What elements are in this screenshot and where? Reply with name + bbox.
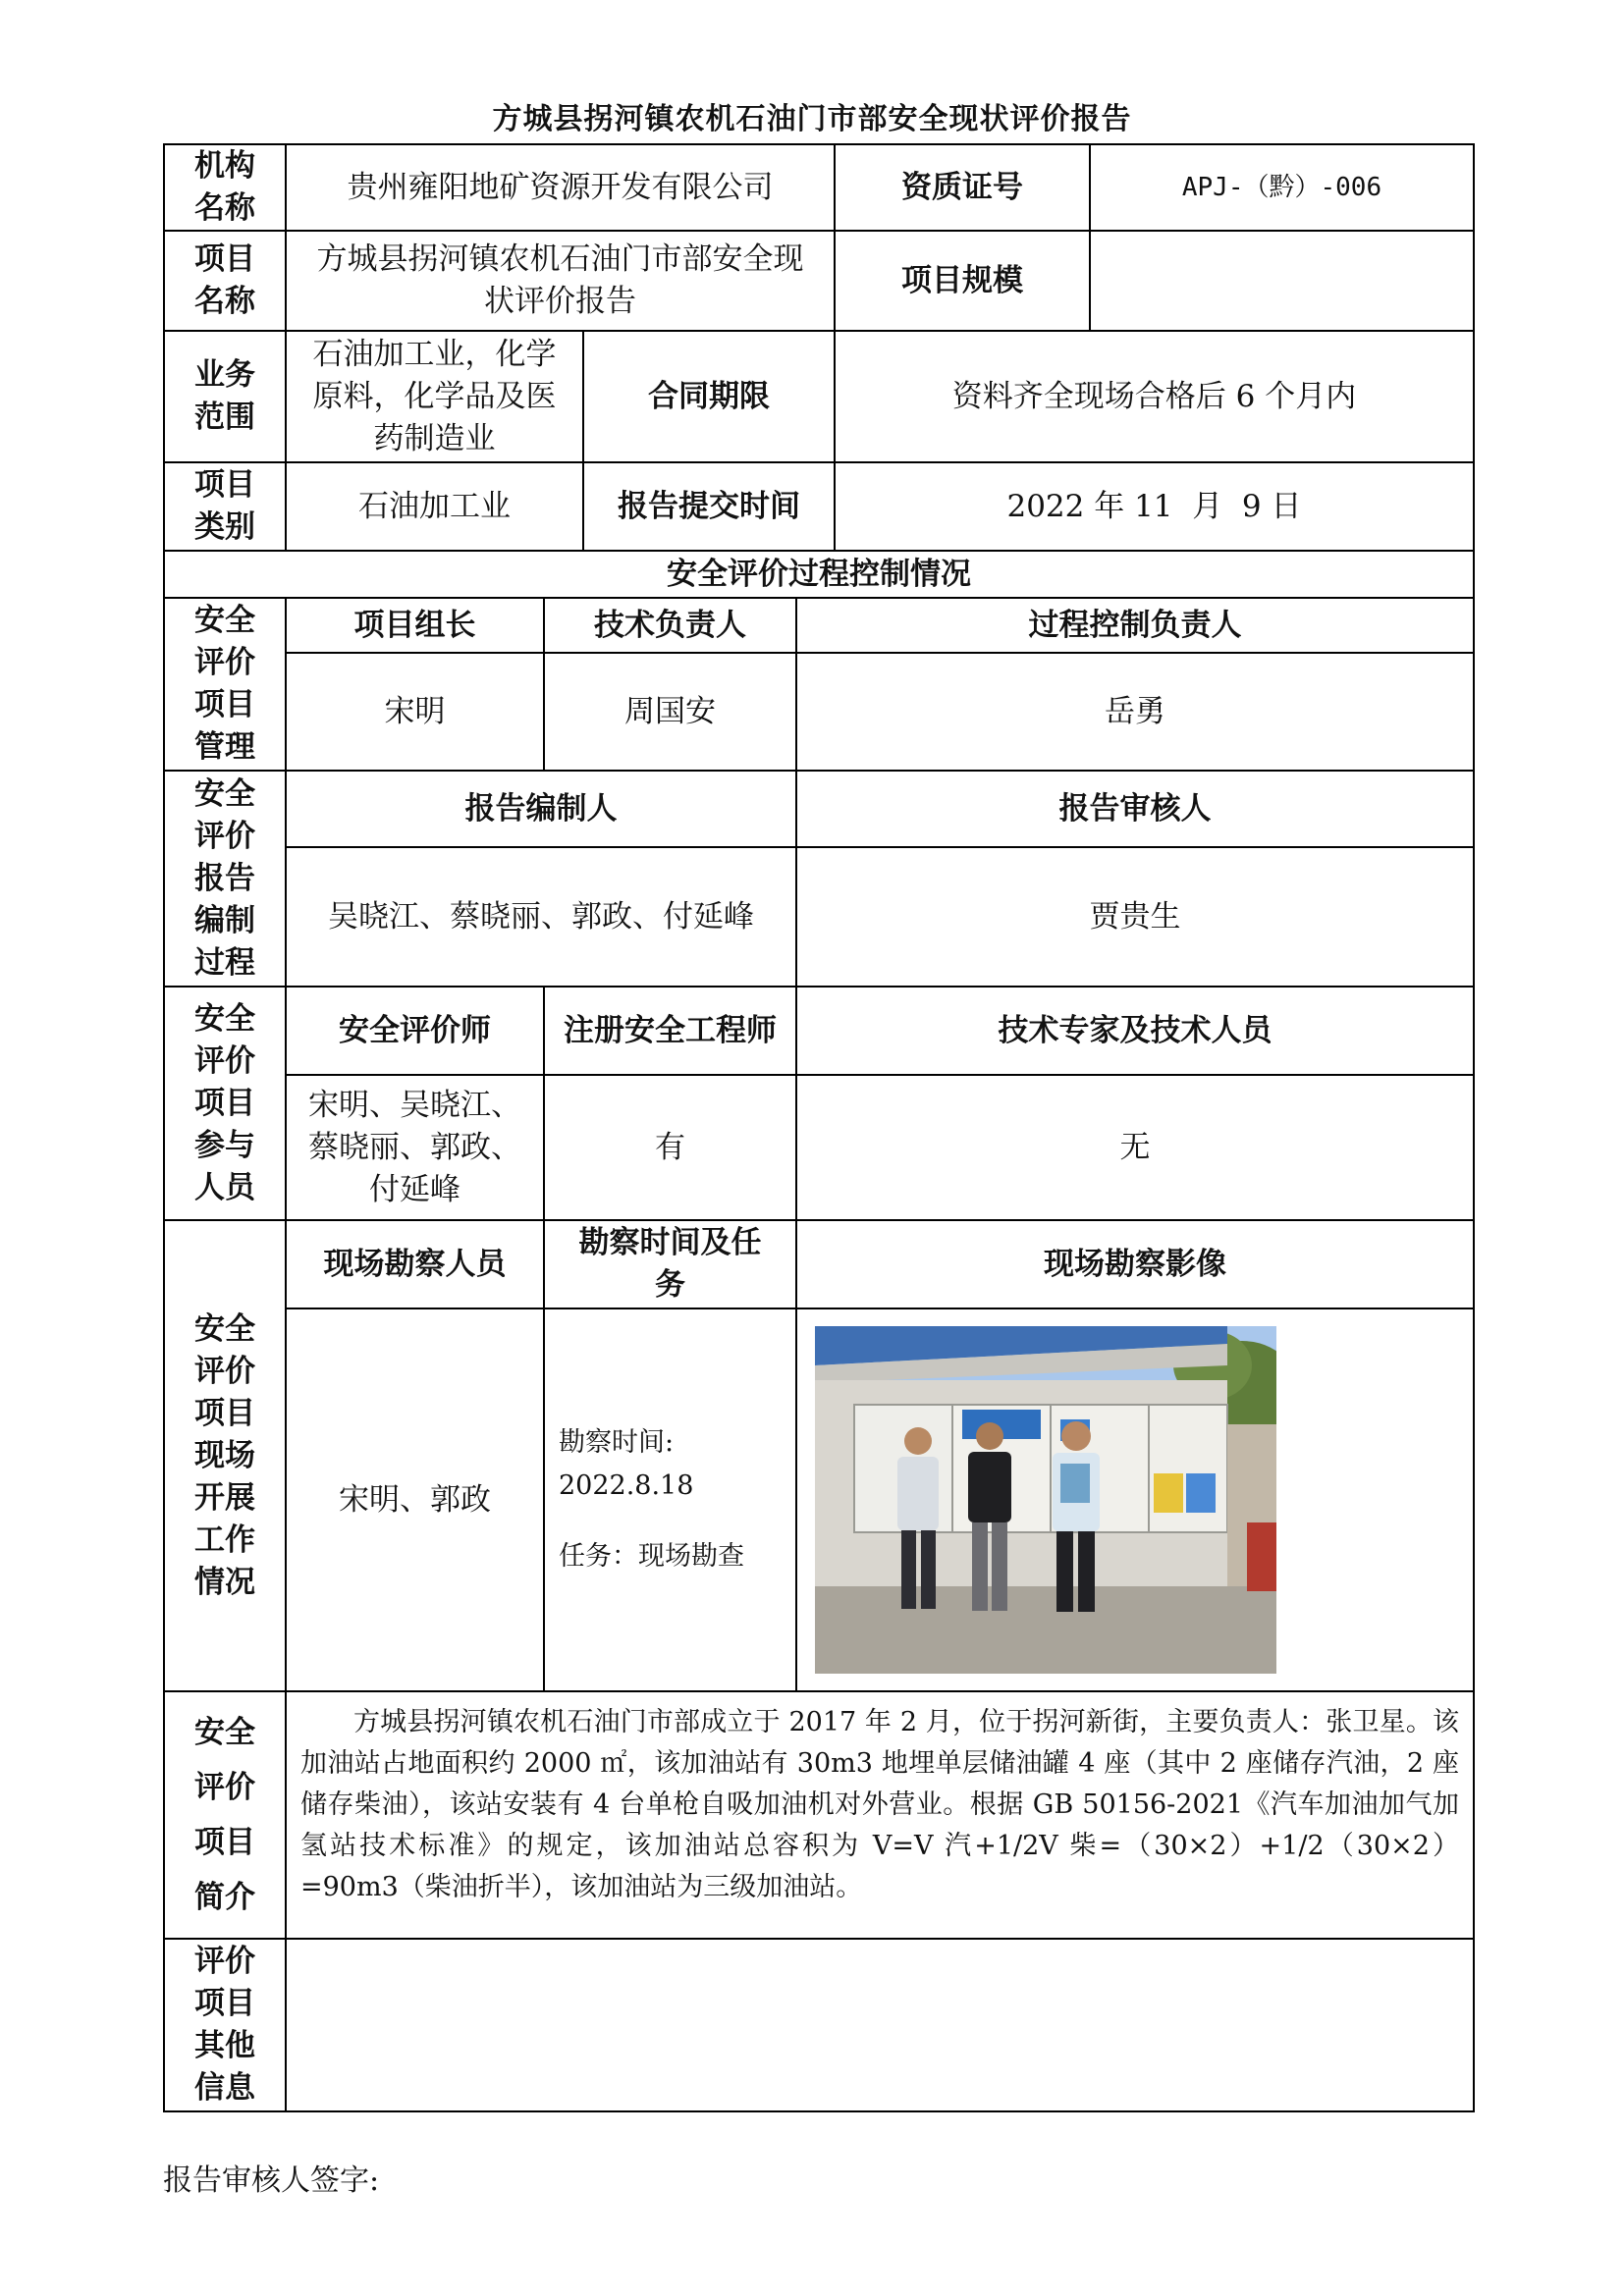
compile-label: 安全 评价 报告 编制 过程 — [163, 770, 287, 988]
compiler-value: 吴晓江、蔡晓丽、郭政、付延峰 — [285, 846, 797, 988]
survey-image-header: 现场勘察影像 — [795, 1219, 1475, 1309]
evaluator-value: 宋明、吴晓江、蔡晓丽、郭政、付延峰 — [285, 1074, 545, 1221]
business-scope-value: 石油加工业，化学原料，化学品及医药制造业 — [285, 330, 584, 463]
participants-label: 安全 评价 项目 参与 人员 — [163, 986, 287, 1221]
intro-label: 安全 评价 项目 简介 — [163, 1690, 287, 1940]
site-survey-photo — [815, 1326, 1276, 1674]
surveyor-value: 宋明、郭政 — [285, 1308, 545, 1692]
compiler-header: 报告编制人 — [285, 770, 797, 848]
surveyor-header: 现场勘察人员 — [285, 1219, 545, 1309]
contract-period-value: 资料齐全现场合格后 6 个月内 — [834, 330, 1475, 463]
project-category-value: 石油加工业 — [285, 461, 584, 552]
reviewer-value: 贾贵生 — [795, 846, 1475, 988]
other-info-value — [285, 1938, 1475, 2112]
org-name-value: 贵州雍阳地矿资源开发有限公司 — [285, 143, 836, 232]
project-scale-label: 项目规模 — [834, 230, 1091, 332]
contract-period-label: 合同期限 — [582, 330, 836, 463]
project-scale-value — [1089, 230, 1475, 332]
survey-task: 任务：现场勘查 — [559, 1541, 744, 1572]
intro-text: 方城县拐河镇农机石油门市部成立于 2017 年 2 月，位于拐河新街，主要负责人：张卫星。该加油站占地面积约 2000 ㎡，该加油站有 30m3 地埋单层储油罐 4 座（其中 2 座储存汽油，2 座储存柴油），该站安装有 4 台单枪自吸加油机对外营业。根据 GB 50156-2021《汽车加油加气加氢站技术标准》的规定，该加油站总容积为 V=V 汽+1/2V 柴=（30×2）+1/2（30×2）=90m3（柴油折半），该加油站为三级加油站。 — [285, 1690, 1475, 1940]
process-lead-header: 过程控制负责人 — [795, 597, 1475, 654]
project-name-value: 方城县拐河镇农机石油门市部安全现状评价报告 — [285, 230, 836, 332]
business-scope-label: 业务 范围 — [163, 330, 287, 463]
site-work-label: 安全 评价 项目 现场 开展 工作 情况 — [163, 1219, 287, 1692]
tech-lead-header: 技术负责人 — [543, 597, 797, 654]
survey-photo-cell — [795, 1308, 1475, 1692]
org-name-label: 机构 名称 — [163, 143, 287, 232]
submit-time-label: 报告提交时间 — [582, 461, 836, 552]
cert-no-value: APJ-（黔）-006 — [1089, 143, 1475, 232]
tech-expert-header: 技术专家及技术人员 — [795, 986, 1475, 1076]
survey-time-value: 2022.8.18 — [559, 1470, 694, 1501]
tech-lead-value: 周国安 — [543, 652, 797, 772]
team-leader-value: 宋明 — [285, 652, 545, 772]
submit-time-value: 2022 年 11 月 9 日 — [834, 461, 1475, 552]
other-info-label: 评价 项目 其他 信息 — [163, 1938, 287, 2112]
tech-expert-value: 无 — [795, 1074, 1475, 1221]
reviewer-header: 报告审核人 — [795, 770, 1475, 848]
project-category-label: 项目 类别 — [163, 461, 287, 552]
survey-time-label: 勘察时间: — [559, 1427, 675, 1458]
evaluator-header: 安全评价师 — [285, 986, 545, 1076]
page-title: 方城县拐河镇农机石油门市部安全现状评价报告 — [492, 102, 1132, 136]
process-section-title: 安全评价过程控制情况 — [163, 550, 1475, 599]
process-lead-value: 岳勇 — [795, 652, 1475, 772]
reviewer-signature-label: 报告审核人签字: — [163, 2163, 380, 2198]
safety-engineer-header: 注册安全工程师 — [543, 986, 797, 1076]
survey-time-task — [543, 1308, 797, 1692]
cert-no-label: 资质证号 — [834, 143, 1091, 232]
project-name-label: 项目 名称 — [163, 230, 287, 332]
team-leader-header: 项目组长 — [285, 597, 545, 654]
safety-engineer-value: 有 — [543, 1074, 797, 1221]
survey-time-header: 勘察时间及任务 — [543, 1219, 797, 1309]
management-label: 安全 评价 项目 管理 — [163, 597, 287, 772]
